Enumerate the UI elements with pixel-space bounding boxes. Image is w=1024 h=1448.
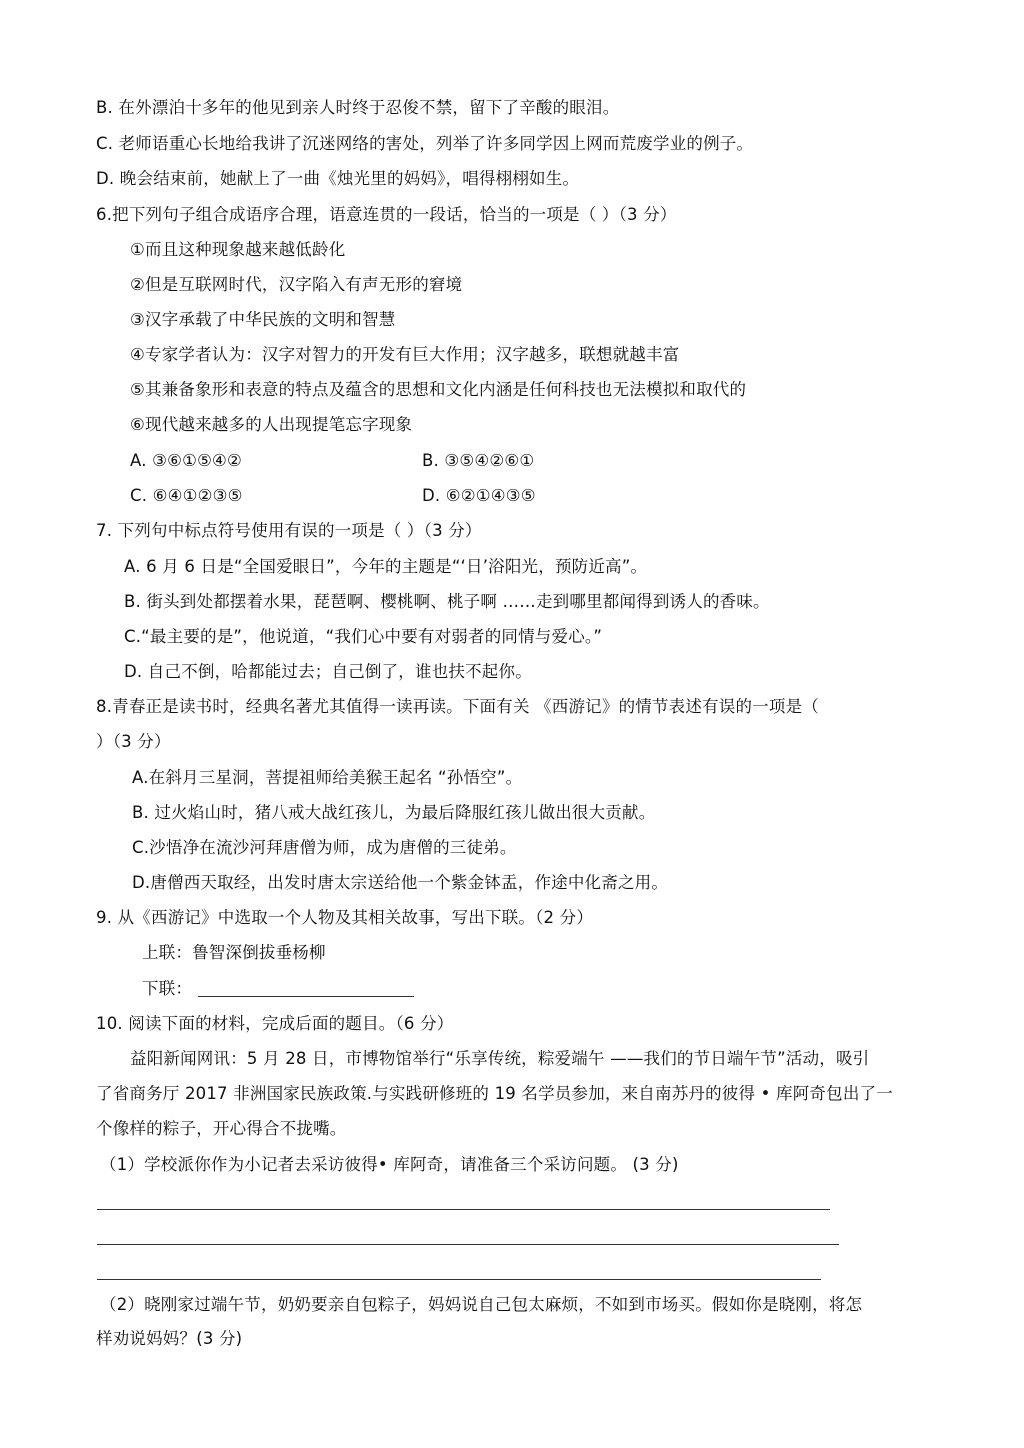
q6-sentence-3: ③汉字承载了中华民族的文明和智慧: [130, 310, 396, 329]
q10-answer-line-1[interactable]: [97, 1209, 830, 1210]
q7-option-c: C.“最主要的是”，他说道，“我们心中要有对弱者的同情与爱心。”: [124, 627, 603, 646]
q10-answer-line-2[interactable]: [97, 1244, 839, 1245]
q9-lower-couplet-label: 下联：: [142, 979, 193, 998]
q10-passage-line-1: 益阳新闻网讯：5 月 28 日，市博物馆举行“乐享传统，粽爱端午 ——我们的节日端午节”活动，吸引: [130, 1049, 870, 1068]
q7-option-d: D. 自己不倒，哈都能过去；自己倒了，谁也扶不起你。: [124, 662, 532, 681]
q8-stem-line-1: 8.青春正是读书时，经典名著尤其值得一读再读。下面有关 《西游记》的情节表述有误的一项是（: [96, 697, 819, 716]
q10-stem: 10. 阅读下面的材料，完成后面的题目。（6 分）: [96, 1014, 454, 1033]
q10-sub-question-2-line-1: （2）晓刚家过端午节，奶奶要亲自包粽子，妈妈说自己包太麻烦，不如到市场买。假如你是晓刚，将怎: [100, 1295, 863, 1314]
q10-passage-line-3: 个像样的粽子，开心得合不拢嘴。: [96, 1119, 347, 1138]
q9-answer-line[interactable]: [198, 996, 414, 997]
q6-sentence-4: ④专家学者认为：汉字对智力的开发有巨大作用；汉字越多，联想就越丰富: [130, 345, 680, 364]
q8-option-a: A.在斜月三星洞，菩提祖师给美猴王起名 “孙悟空”。: [132, 768, 523, 787]
q6-stem: 6.把下列句子组合成语序合理，语意连贯的一段话，恰当的一项是（ ）（3 分）: [96, 205, 677, 224]
q5-option-b: B. 在外漂泊十多年的他见到亲人时终于忍俊不禁，留下了辛酸的眼泪。: [96, 98, 620, 117]
q6-sentence-6: ⑥现代越来越多的人出现提笔忘字现象: [130, 415, 413, 434]
q7-stem: 7. 下列句中标点符号使用有误的一项是（ ）（3 分）: [96, 521, 482, 540]
q10-sub-question-2-line-2: 样劝说妈妈？(3 分): [96, 1329, 243, 1348]
q9-upper-couplet: 上联：鲁智深倒拔垂杨柳: [142, 943, 326, 962]
q10-answer-line-3[interactable]: [97, 1279, 821, 1280]
q10-passage-line-2: 了省商务厅 2017 非洲国家民族政策.与实践研修班的 19 名学员参加，来自南苏丹的彼得 • 库阿奇包出了一: [96, 1084, 893, 1103]
q5-option-d: D. 晚会结束前，她献上了一曲《烛光里的妈妈》，唱得栩栩如生。: [96, 169, 580, 188]
q6-option-b: B. ③⑤④②⑥①: [422, 451, 535, 470]
q7-option-a: A. 6 月 6 日是“全国爱眼日”，今年的主题是“‘日’浴阳光，预防近高”。: [124, 557, 648, 576]
q6-option-c: C. ⑥④①②③⑤: [130, 486, 243, 505]
q7-option-b: B. 街头到处都摆着水果，琵琶啊、樱桃啊、桃子啊 ……走到哪里都闻得到诱人的香味。: [124, 592, 770, 611]
q10-sub-question-1: （1）学校派你作为小记者去采访彼得• 库阿奇，请准备三个采访问题。 (3 分): [100, 1155, 679, 1174]
q8-option-b: B. 过火焰山时，猪八戒大战红孩儿，为最后降服红孩儿做出很大贡献。: [132, 803, 656, 822]
q8-option-d: D.唐僧西天取经，出发时唐太宗送给他一个紫金钵盂，作途中化斋之用。: [132, 873, 669, 892]
q5-option-c: C. 老师语重心长地给我讲了沉迷网络的害处，列举了许多同学因上网而荒废学业的例子。: [96, 134, 754, 153]
q6-sentence-5: ⑤其兼备象形和表意的特点及蕴含的思想和文化内涵是任何科技也无法模拟和取代的: [130, 380, 747, 399]
q6-sentence-1: ①而且这种现象越来越低龄化: [130, 240, 346, 259]
q6-option-a: A. ③⑥①⑤④②: [130, 451, 243, 470]
q6-option-d: D. ⑥②①④③⑤: [422, 486, 536, 505]
q8-option-c: C.沙悟净在流沙河拜唐僧为师，成为唐僧的三徒弟。: [132, 838, 517, 857]
q8-stem-line-2: ）（3 分）: [96, 732, 171, 751]
q6-sentence-2: ②但是互联网时代，汉字陷入有声无形的窘境: [130, 275, 463, 294]
q9-stem: 9. 从《西游记》中选取一个人物及其相关故事，写出下联。（2 分）: [96, 908, 594, 927]
